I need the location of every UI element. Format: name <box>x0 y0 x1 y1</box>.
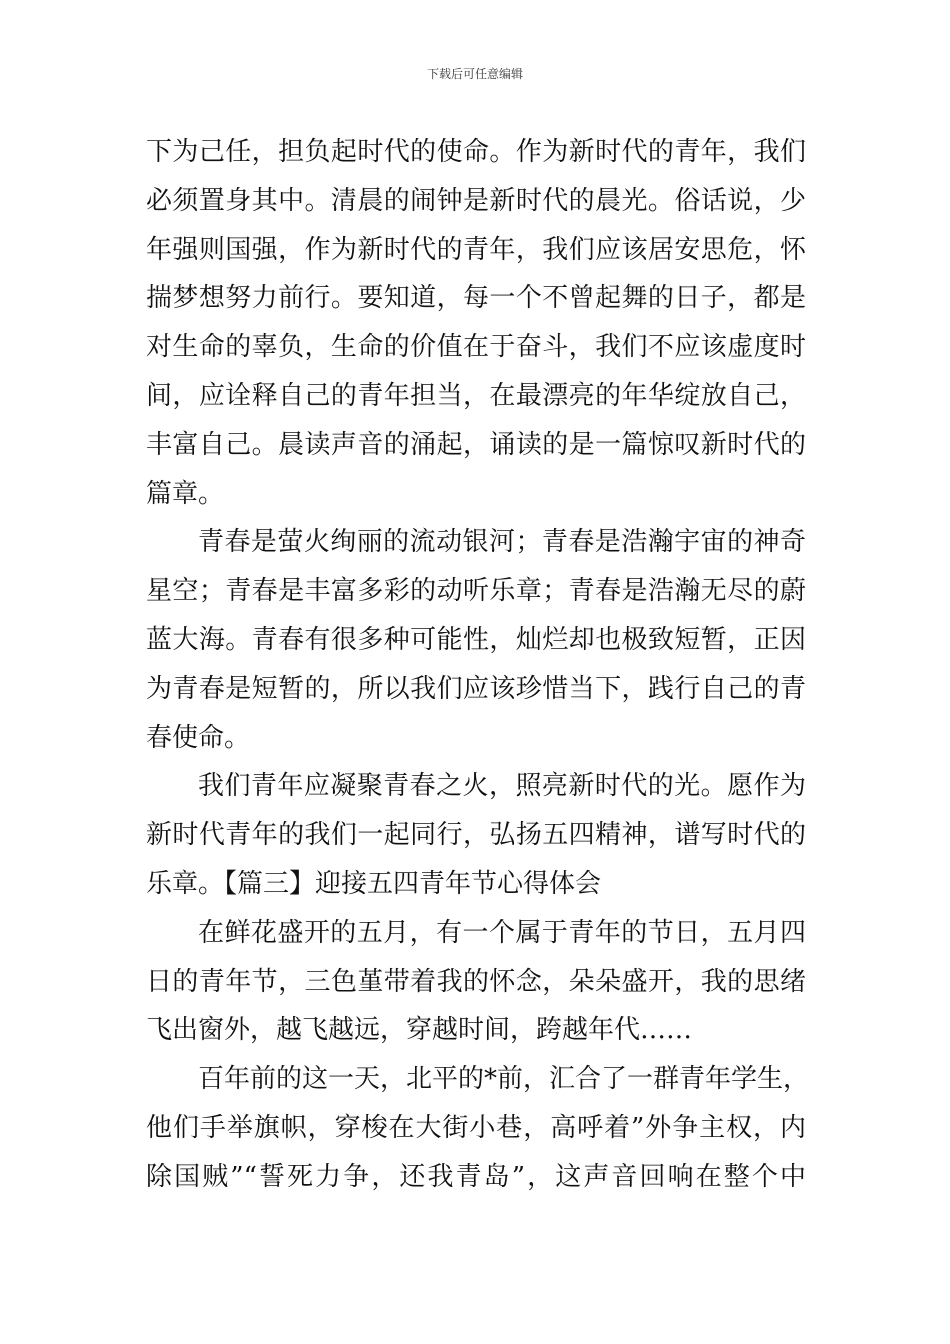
text-line: 下为己任，担负起时代的使命。作为新时代的青年，我们 <box>146 137 806 167</box>
paragraph <box>146 762 806 908</box>
page-header: 下载后可任意编辑 <box>426 67 523 81</box>
text-line: 除国贼”“誓死力争，还我青岛”，这声音回响在整个中 <box>146 1161 806 1192</box>
text-line: 对生命的辜负，生命的价值在于奋斗，我们不应该虚度时 <box>146 332 806 363</box>
text-line: 丰富自己。晨读声音的涌起，诵读的是一篇惊叹新时代的 <box>146 429 806 460</box>
text-line: 新时代青年的我们一起同行，弘扬五四精神，谱写时代的 <box>146 820 806 851</box>
body-text <box>146 128 810 1202</box>
text-line: 揣梦想努力前行。要知道，每一个不曾起舞的日子，都是 <box>146 283 806 314</box>
text-line: 春使命。 <box>146 722 251 753</box>
text-line: 日的青年节，三色堇带着我的怀念，朵朵盛开，我的思绪 <box>146 966 806 997</box>
text-line: 在鲜花盛开的五月，有一个属于青年的节日，五月四 <box>198 917 806 948</box>
text-line: 必须置身其中。清晨的闹钟是新时代的晨光。俗话说，少 <box>146 185 806 216</box>
text-line: 飞出窗外，越飞越远，穿越时间，跨越年代…… <box>146 1015 693 1046</box>
text-line: 星空；青春是丰富多彩的动听乐章；青春是浩瀚无尽的蔚 <box>146 576 806 607</box>
text-line: 百年前的这一天，北平的*前，汇合了一群青年学生， <box>198 1064 810 1095</box>
text-line: 年强则国强，作为新时代的青年，我们应该居安思危，怀 <box>146 234 806 265</box>
text-line: 蓝大海。青春有很多种可能性，灿烂却也极致短暂，正因 <box>146 624 806 655</box>
text-line: 青春是萤火绚丽的流动银河；青春是浩瀚宇宙的神奇 <box>198 527 806 558</box>
text-line: 乐章。【篇三】迎接五四青年节心得体会 <box>146 868 602 899</box>
text-line: 为青春是短暂的，所以我们应该珍惜当下，践行自己的青 <box>146 673 806 704</box>
text-line: 间，应诠释自己的青年担当，在最漂亮的年华绽放自己， <box>146 380 806 411</box>
text-line: 我们青年应凝聚青春之火，照亮新时代的光。愿作为 <box>198 771 806 802</box>
text-line: 他们手举旗帜，穿梭在大街小巷，高呼着”外争主权，内 <box>146 1112 806 1143</box>
text-line: 篇章。 <box>146 478 225 509</box>
paragraph <box>146 128 806 518</box>
paragraph <box>146 1055 810 1201</box>
paragraph <box>146 518 806 762</box>
paragraph <box>146 909 806 1055</box>
